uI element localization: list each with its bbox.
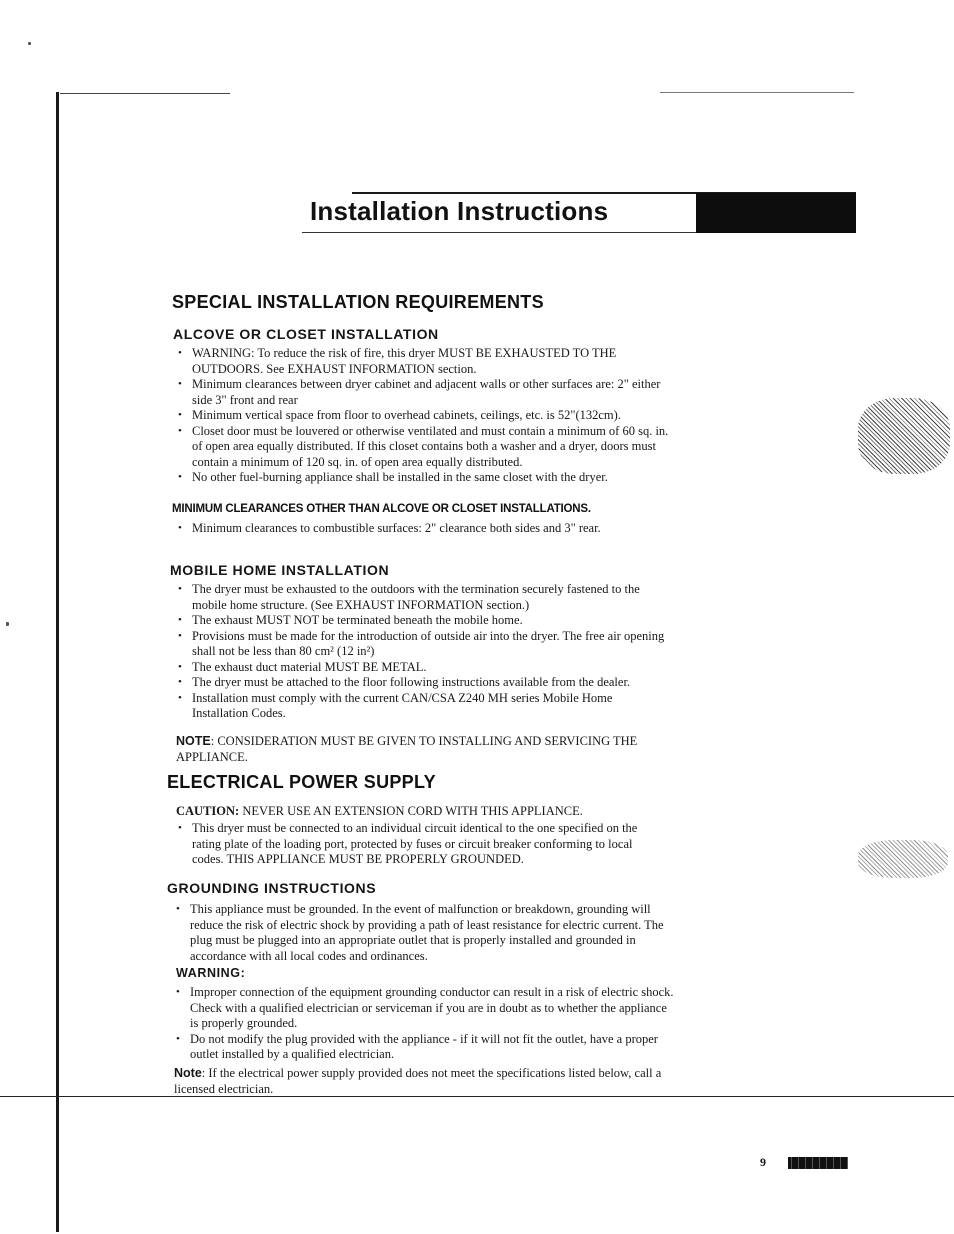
speck — [28, 42, 31, 45]
warning-heading: WARNING: — [176, 966, 246, 980]
note-label: NOTE — [176, 734, 211, 748]
scan-noise — [858, 398, 950, 474]
electrical-list — [176, 821, 662, 868]
list-item: • The dryer must be attached to the floor following instructions available from the dealer. — [176, 675, 670, 691]
top-rule — [60, 93, 230, 94]
list-item: • The dryer must be exhausted to the outdoors with the termination securely fastened to the mobile home structure. (See EXHAUST INFORMATION section.) — [176, 582, 670, 613]
list-item: • Closet door must be louvered or otherwise ventilated and must contain a minimum of 60 sq. in. of open area equally distributed. If this closet contains both a washer and a dryer, doors must contain a minimum of 120 sq. in. of open area equally distributed. — [176, 424, 676, 471]
list-item: • This appliance must be grounded. In the event of malfunction or breakdown, grounding will reduce the risk of electric shock by providing a path of least resistance for electric current. The plug must be plugged into an appropriate outlet that is properly installed and grounded in accordance with all local codes and ordinances. — [174, 902, 678, 964]
electrical-power-heading: ELECTRICAL POWER SUPPLY — [167, 772, 436, 792]
list-item: • The exhaust duct material MUST BE METAL. — [176, 660, 670, 676]
grounding-note — [174, 1066, 674, 1097]
grounding-heading: GROUNDING INSTRUCTIONS — [167, 880, 377, 896]
caution-label: CAUTION: — [176, 804, 240, 818]
mobile-home-note — [176, 734, 676, 765]
list-item: • Do not modify the plug provided with the appliance - if it will not fit the outlet, have a proper outlet installed by a qualified electrician. — [174, 1032, 678, 1063]
caution-text: NEVER USE AN EXTENSION CORD WITH THIS APPLIANCE. — [239, 804, 583, 818]
warning-list — [174, 985, 678, 1063]
page-tab-block — [788, 1157, 848, 1169]
list-item: • This dryer must be connected to an individual circuit identical to the one specified on the rating plate of the loading port, protected by fuses or circuit breaker conforming to local codes. THIS APPLIANCE MUST BE PROPERLY GROUNDED. — [176, 821, 662, 868]
mobile-home-heading: MOBILE HOME INSTALLATION — [170, 562, 390, 578]
note-text: : CONSIDERATION MUST BE GIVEN TO INSTALLING AND SERVICING THE APPLIANCE. — [176, 734, 638, 764]
title-accent-block — [696, 193, 856, 233]
top-right-rule — [660, 92, 854, 93]
scan-noise — [858, 840, 948, 878]
list-item: • Minimum clearances between dryer cabinet and adjacent walls or other surfaces are: 2" either side 3" front and rear — [176, 377, 676, 408]
mobile-home-list — [176, 582, 670, 722]
alcove-heading: ALCOVE OR CLOSET INSTALLATION — [173, 326, 439, 342]
special-installation-heading: SPECIAL INSTALLATION REQUIREMENTS — [172, 292, 544, 312]
list-item: • No other fuel-burning appliance shall be installed in the same closet with the dryer. — [176, 470, 676, 486]
minimum-clearances-heading: MINIMUM CLEARANCES OTHER THAN ALCOVE OR CLOSET INSTALLATIONS. — [172, 503, 591, 515]
title-bottom-rule — [302, 232, 702, 233]
page-number: 9 — [760, 1155, 766, 1169]
list-item: • The exhaust MUST NOT be terminated beneath the mobile home. — [176, 613, 670, 629]
title-bar — [302, 193, 856, 233]
speck — [6, 622, 9, 626]
list-item: • WARNING: To reduce the risk of fire, this dryer MUST BE EXHAUSTED TO THE OUTDOORS. See EXHAUST INFORMATION section. — [176, 346, 676, 377]
list-item: • Improper connection of the equipment grounding conductor can result in a risk of electric shock. Check with a qualified electrician or serviceman if you are in doubt as to whether the appliance is properly grounded. — [174, 985, 678, 1032]
list-item: • Minimum vertical space from floor to overhead cabinets, ceilings, etc. is 52"(132cm). — [176, 408, 676, 424]
alcove-list — [176, 346, 676, 486]
list-item: • Provisions must be made for the introduction of outside air into the dryer. The free air opening shall not be less than 80 cm² (12 in²) — [176, 629, 670, 660]
note-label: Note — [174, 1066, 202, 1080]
grounding-list — [174, 902, 678, 964]
list-item: • Installation must comply with the current CAN/CSA Z240 MH series Mobile Home Installation Codes. — [176, 691, 670, 722]
note-text: : If the electrical power supply provided does not meet the specifications listed below, call a licensed electrician. — [174, 1066, 662, 1096]
page-title: Installation Instructions — [310, 196, 609, 226]
caution-line — [176, 804, 676, 820]
minimum-clearances-list — [176, 521, 636, 537]
left-margin-rule — [56, 92, 59, 1232]
list-item: • Minimum clearances to combustible surfaces: 2" clearance both sides and 3" rear. — [176, 521, 636, 537]
